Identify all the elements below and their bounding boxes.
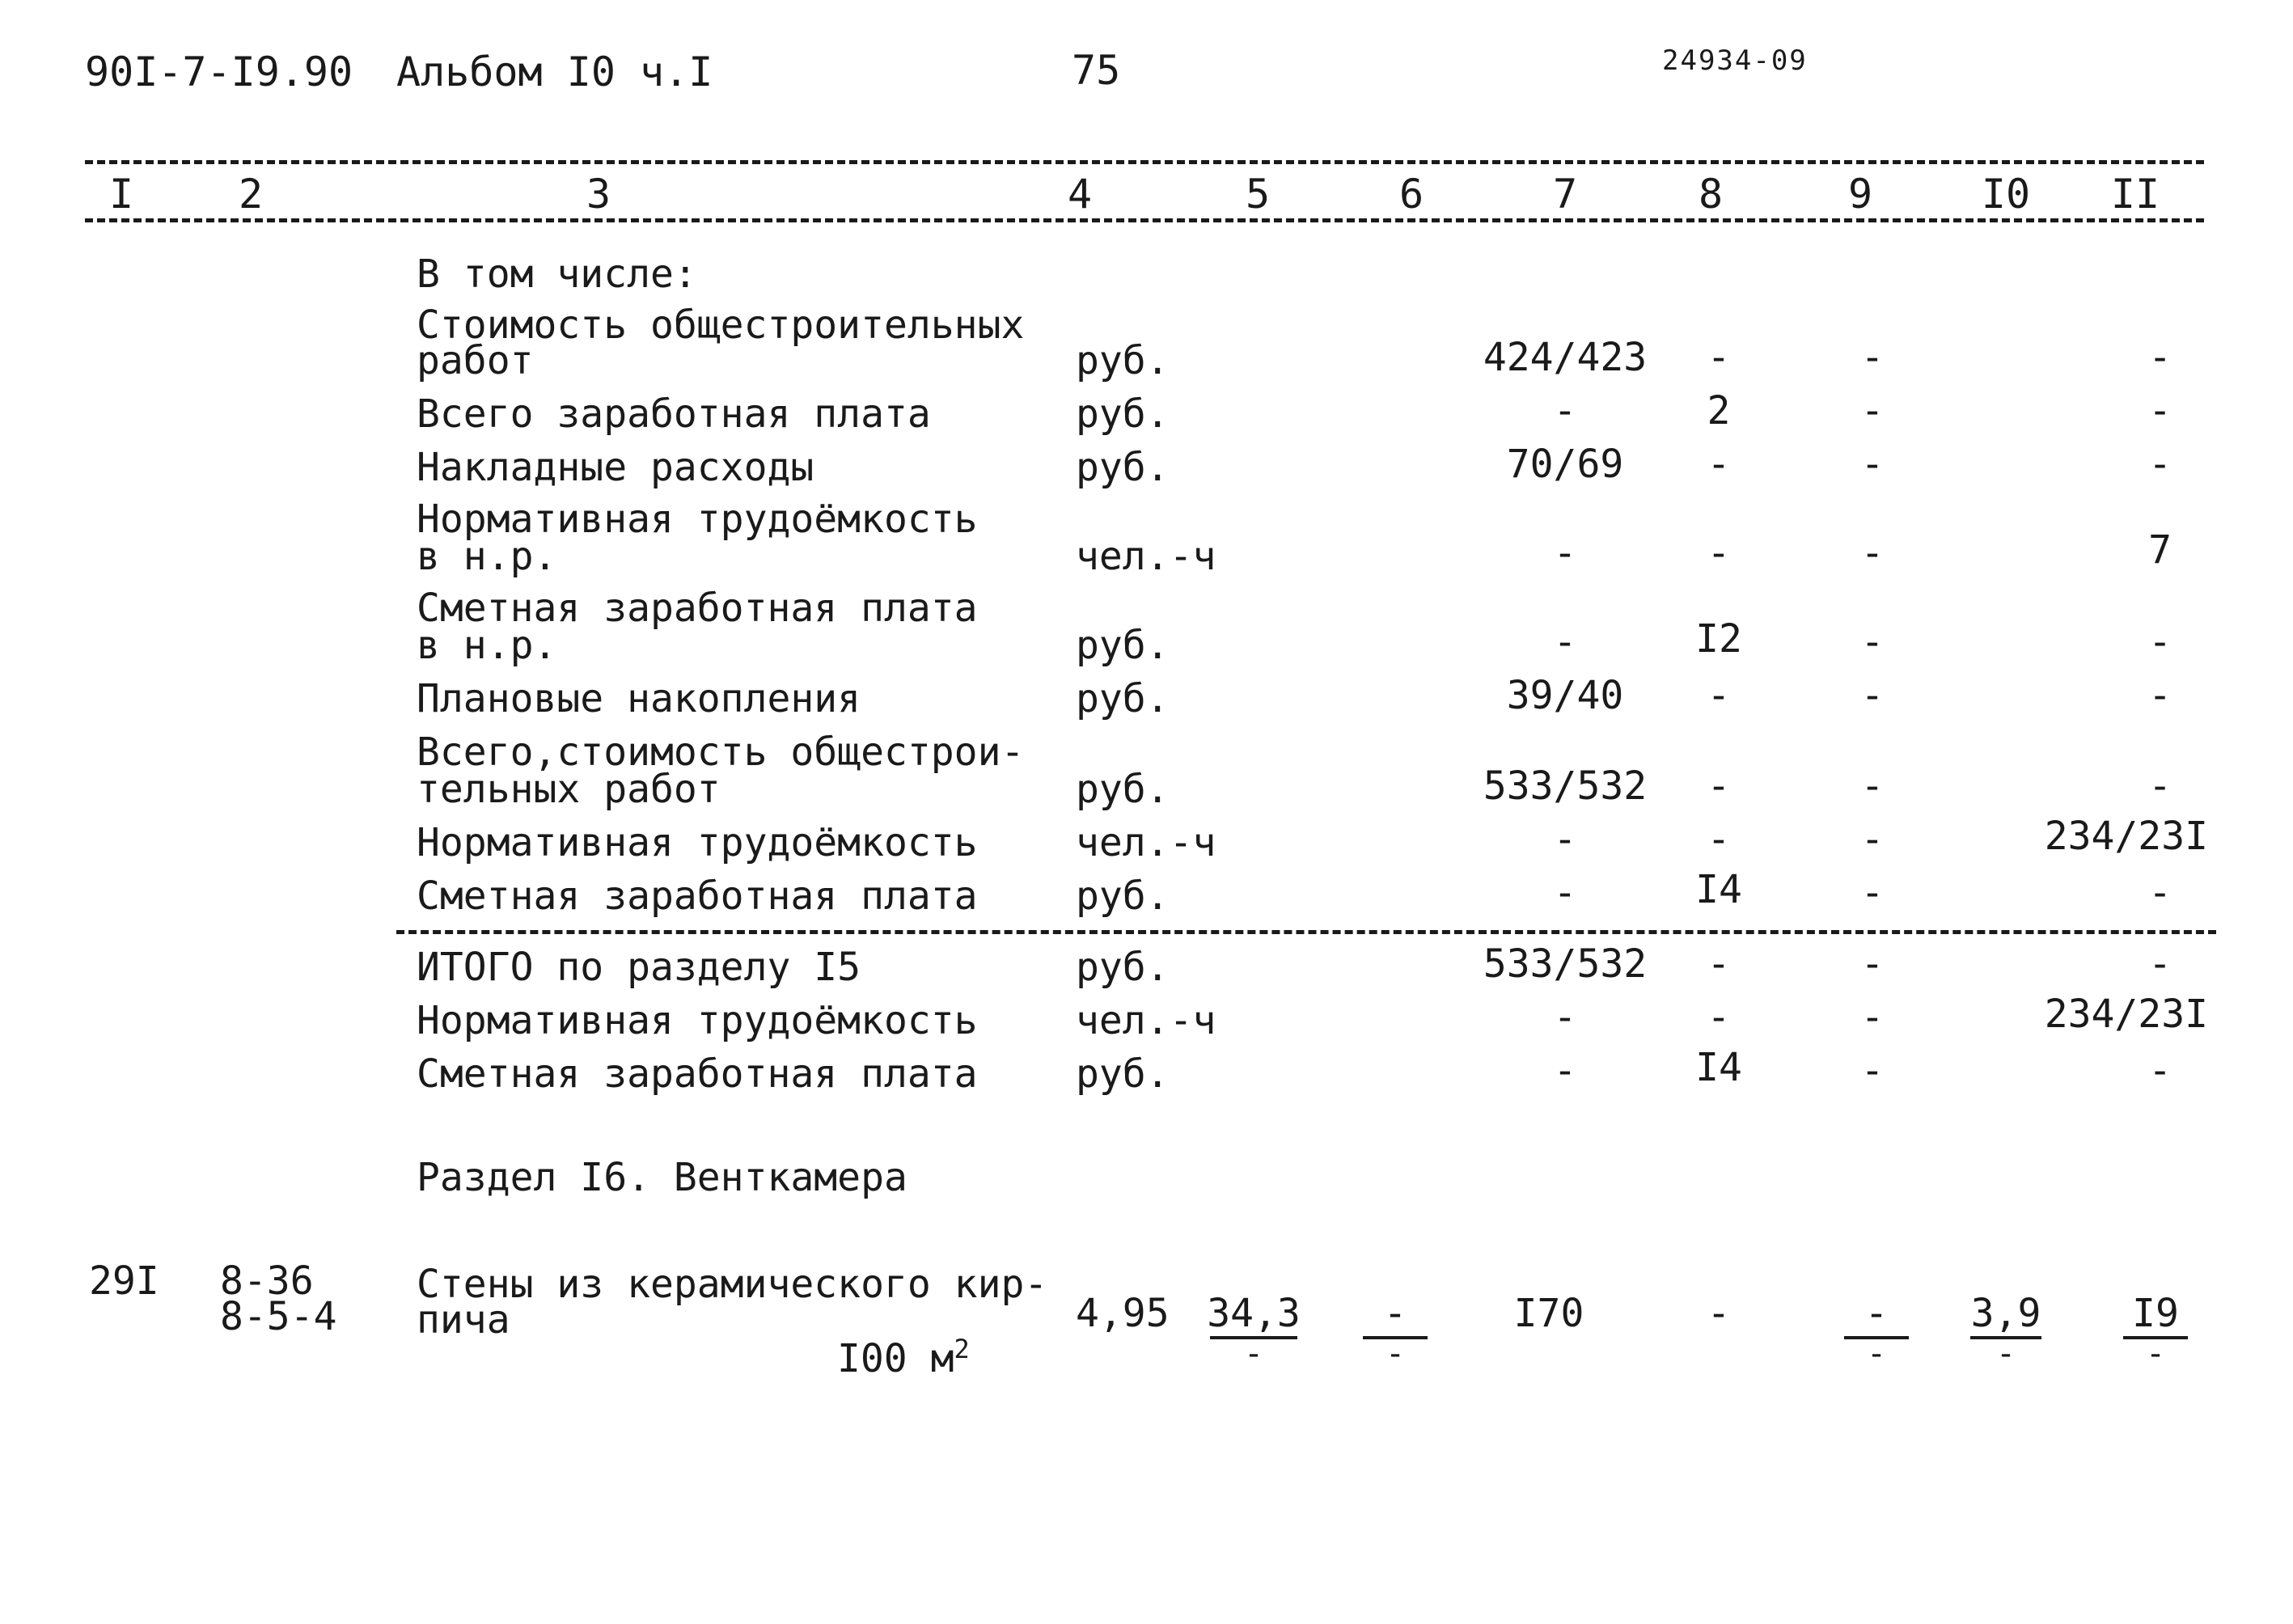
- row-col8-value: -: [1707, 673, 1731, 718]
- row-col9-value: -: [1860, 388, 1885, 433]
- row-label: Плановые накопления: [417, 676, 861, 721]
- row-col9-value: -: [1860, 620, 1885, 665]
- item-col6-fraction: [1359, 1291, 1432, 1372]
- totals-col7-value: -: [1553, 1048, 1577, 1093]
- totals-col11-value: 234/23I: [2044, 992, 2208, 1037]
- row-col7-value: 39/40: [1506, 673, 1624, 718]
- row-col8-value: I2: [1695, 616, 1742, 662]
- item-name-line-1: Стены из керамического кир-: [417, 1262, 1048, 1307]
- document-code: 90I-7-I9.90: [85, 49, 353, 95]
- row-col11-value: -: [2148, 763, 2172, 809]
- col-number-7: 7: [1552, 171, 1578, 218]
- totals-label: Нормативная трудоёмкость: [417, 998, 978, 1043]
- row-col7-value: 533/532: [1483, 763, 1648, 809]
- col-number-5: 5: [1245, 171, 1271, 218]
- row-col11-value: 234/23I: [2044, 814, 2208, 859]
- totals-col7-value: -: [1553, 995, 1577, 1040]
- row-col9-value: -: [1860, 870, 1885, 916]
- item-col6-value: -: [1383, 1291, 1407, 1336]
- row-col7-value: -: [1553, 388, 1577, 433]
- item-col7-value: I70: [1513, 1291, 1584, 1336]
- row-label-line-1: Нормативная трудоёмкость: [417, 497, 978, 542]
- item-name-line-2: пича: [417, 1297, 510, 1343]
- row-unit: руб.: [1076, 767, 1170, 812]
- row-unit: чел.-ч: [1076, 534, 1216, 579]
- totals-col8-value: -: [1707, 995, 1731, 1040]
- col-number-1: I: [108, 171, 134, 218]
- row-col11-value: -: [2148, 673, 2172, 718]
- row-label-line-1: Сметная заработная плата: [417, 586, 978, 631]
- row-col9-value: -: [1860, 442, 1885, 487]
- row-col7-value: -: [1553, 817, 1577, 862]
- col-number-8: 8: [1698, 171, 1724, 218]
- row-label: Сметная заработная плата: [417, 873, 978, 919]
- col-number-3: 3: [586, 171, 611, 218]
- row-col11-value: -: [2148, 870, 2172, 916]
- item-col11-value: I9: [2132, 1291, 2179, 1336]
- totals-unit: чел.-ч: [1076, 998, 1216, 1043]
- col-number-11: II: [2110, 171, 2160, 218]
- totals-col9-value: -: [1860, 941, 1885, 987]
- col-number-10: I0: [1981, 171, 2031, 218]
- col-number-9: 9: [1847, 171, 1873, 218]
- item-col11-sub: -: [2145, 1335, 2166, 1372]
- header-dash-line-top: [85, 160, 2204, 164]
- row-col9-value: -: [1860, 673, 1885, 718]
- item-code-1: 8-36: [220, 1258, 314, 1304]
- totals-unit: руб.: [1076, 1051, 1170, 1097]
- row-label-line-2: в н.р.: [417, 534, 557, 579]
- row-unit: руб.: [1076, 338, 1170, 383]
- totals-col8-value: -: [1707, 941, 1731, 987]
- row-col8-value: -: [1707, 531, 1731, 576]
- col-number-4: 4: [1067, 171, 1093, 218]
- row-label: Нормативная трудоёмкость: [417, 820, 978, 865]
- row-label-line-2: работ: [417, 338, 534, 383]
- row-unit: руб.: [1076, 623, 1170, 668]
- row-unit: руб.: [1076, 391, 1170, 437]
- totals-col11-value: -: [2148, 1048, 2172, 1093]
- row-unit: руб.: [1076, 873, 1170, 919]
- col-number-2: 2: [238, 171, 264, 218]
- totals-col7-value: 533/532: [1483, 941, 1648, 987]
- item-col10-fraction: [1965, 1291, 2046, 1372]
- row-label: В том числе:: [417, 252, 697, 297]
- row-col7-value: 70/69: [1506, 442, 1624, 487]
- item-col8-value: -: [1707, 1291, 1731, 1336]
- item-col5-fraction: [1205, 1291, 1302, 1372]
- item-number: 29I: [89, 1258, 159, 1304]
- section-title: Раздел I6. Венткамера: [417, 1155, 907, 1200]
- item-col5-sub: -: [1243, 1335, 1264, 1372]
- row-col9-value: -: [1860, 817, 1885, 862]
- row-label-line-2: в н.р.: [417, 623, 557, 668]
- row-unit: руб.: [1076, 445, 1170, 490]
- item-col10-sub: -: [1995, 1335, 2016, 1372]
- row-label-line-2: тельных работ: [417, 767, 721, 812]
- header-dash-line-bottom: [85, 218, 2204, 222]
- totals-col11-value: -: [2148, 941, 2172, 987]
- item-col11-fraction: [2119, 1291, 2192, 1372]
- totals-col8-value: I4: [1695, 1045, 1742, 1090]
- row-col8-value: -: [1707, 335, 1731, 380]
- row-unit: чел.-ч: [1076, 820, 1216, 865]
- totals-col9-value: -: [1860, 1048, 1885, 1093]
- item-unit: I00 $м^2$: [837, 1334, 970, 1381]
- row-col8-value: -: [1707, 817, 1731, 862]
- row-col8-value: 2: [1707, 388, 1731, 433]
- item-col9-value: -: [1864, 1291, 1889, 1336]
- row-col11-value: -: [2148, 335, 2172, 380]
- row-col8-value: -: [1707, 763, 1731, 809]
- item-col4-value: 4,95: [1076, 1291, 1170, 1336]
- totals-label: ИТОГО по разделу I5: [417, 945, 861, 990]
- row-label-line-1: Всего,стоимость общестрои-: [417, 730, 1025, 775]
- totals-col9-value: -: [1860, 995, 1885, 1040]
- row-col7-value: -: [1553, 620, 1577, 665]
- item-col6-sub: -: [1385, 1335, 1406, 1372]
- row-col9-value: -: [1860, 335, 1885, 380]
- row-col8-value: -: [1707, 442, 1731, 487]
- row-col7-value: 424/423: [1483, 335, 1648, 380]
- totals-unit: руб.: [1076, 945, 1170, 990]
- col-number-6: 6: [1398, 171, 1424, 218]
- row-col11-value: 7: [2148, 527, 2172, 573]
- row-col9-value: -: [1860, 763, 1885, 809]
- page-number: 75: [1072, 47, 1121, 94]
- stamp-number: 24934-09: [1662, 44, 1808, 77]
- album-label: Альбом I0 ч.I: [396, 49, 713, 95]
- row-unit: руб.: [1076, 676, 1170, 721]
- totals-dash-line: [396, 930, 2216, 934]
- row-col7-value: -: [1553, 531, 1577, 576]
- item-col5-value: 34,3: [1207, 1291, 1301, 1336]
- row-col11-value: -: [2148, 620, 2172, 665]
- row-label-line-1: Стоимость общестроительных: [417, 302, 1025, 348]
- row-col11-value: -: [2148, 388, 2172, 433]
- totals-label: Сметная заработная плата: [417, 1051, 978, 1097]
- row-col7-value: -: [1553, 870, 1577, 916]
- item-code-2: 8-5-4: [220, 1294, 337, 1339]
- item-col9-fraction: [1840, 1291, 1913, 1372]
- row-label: Всего заработная плата: [417, 391, 931, 437]
- row-label: Накладные расходы: [417, 445, 814, 490]
- item-col9-sub: -: [1866, 1335, 1887, 1372]
- row-col11-value: -: [2148, 442, 2172, 487]
- item-col10-value: 3,9: [1970, 1291, 2041, 1336]
- row-col8-value: I4: [1695, 867, 1742, 912]
- row-col9-value: -: [1860, 531, 1885, 576]
